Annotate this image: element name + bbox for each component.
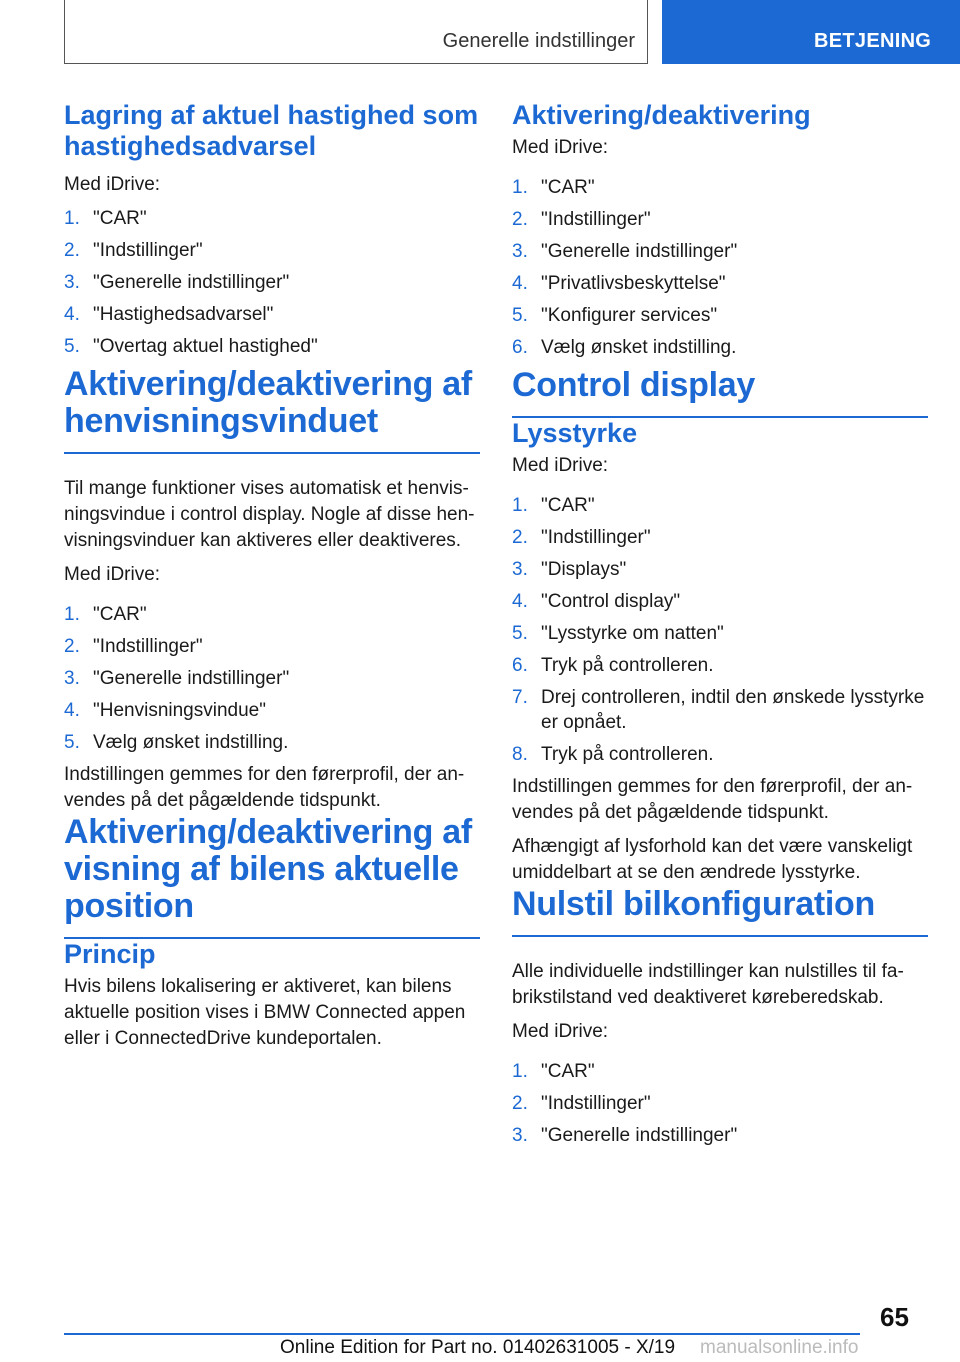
step-number: 5.: [64, 732, 80, 753]
list-item: [64, 666, 480, 691]
step-number: 1.: [512, 495, 528, 516]
step-text: "Indstillinger": [93, 240, 203, 261]
step-number: 3.: [512, 1125, 528, 1146]
body-text: Alle individuelle indstillinger kan nulstilles til fabrikstilstand ved deaktiveret køreberedskab.: [512, 961, 904, 1008]
chapter-header: [64, 0, 648, 64]
intro-text: Med iDrive:: [512, 455, 609, 476]
steps-list: [512, 493, 928, 767]
watermark: manualsonline.info: [700, 1337, 859, 1358]
step-number: 2.: [512, 209, 528, 230]
list-item: [512, 1091, 928, 1116]
step-text: "CAR": [541, 177, 595, 198]
list-item: [512, 239, 928, 264]
list-item: [64, 698, 480, 723]
step-text: "CAR": [541, 1061, 595, 1082]
step-text: "CAR": [93, 604, 147, 625]
heading-hint-window: Aktivering/deaktivering af henvisningsvinduet: [64, 366, 480, 454]
step-text: "Overtag aktuel hastighed": [93, 336, 318, 357]
step-text: "Generelle indstillinger": [541, 241, 738, 262]
step-number: 8.: [512, 744, 528, 765]
section-tab: [662, 0, 960, 64]
intro-text: Med iDrive:: [64, 174, 161, 195]
step-text: "Lysstyrke om natten": [541, 623, 724, 644]
step-text: Drej controlleren, indtil den ønskede lysstyrke er opnået.: [541, 687, 925, 733]
step-number: 5.: [64, 336, 80, 357]
step-number: 2.: [512, 527, 528, 548]
list-item: [512, 525, 928, 550]
list-item: [512, 493, 928, 518]
step-number: 3.: [512, 241, 528, 262]
step-number: 1.: [64, 604, 80, 625]
step-number: 3.: [512, 559, 528, 580]
list-item: [64, 270, 480, 295]
steps-list: [64, 602, 480, 755]
left-column: [64, 100, 480, 1052]
step-number: 3.: [64, 668, 80, 689]
step-text: "Control display": [541, 591, 681, 612]
body-text: Til mange funktioner vises automatisk et henvisningsvindue i control display. Nogle af disse henvisningsvinduer kan aktiveres eller deaktiveres.: [64, 478, 475, 551]
heading-activation: Aktivering/deaktivering: [512, 100, 811, 130]
step-number: 6.: [512, 655, 528, 676]
note-text: Indstillingen gemmes for den førerprofil, der anvendes på det pågældende tidspunkt.: [64, 764, 465, 811]
list-item: [512, 303, 928, 328]
step-text: "Indstillinger": [541, 527, 651, 548]
step-text: "CAR": [93, 208, 147, 229]
list-item: [64, 206, 480, 231]
step-number: 1.: [64, 208, 80, 229]
list-item: [64, 238, 480, 263]
subheading-principle: Princip: [64, 939, 156, 969]
step-number: 1.: [512, 177, 528, 198]
step-text: Tryk på controlleren.: [541, 655, 714, 676]
list-item: [64, 730, 480, 755]
steps-list: [512, 175, 928, 360]
step-number: 3.: [64, 272, 80, 293]
step-text: "Privatlivsbeskyttelse": [541, 273, 726, 294]
step-number: 2.: [64, 636, 80, 657]
step-text: "Indstillinger": [93, 636, 203, 657]
step-number: 2.: [512, 1093, 528, 1114]
footer-divider: [64, 1333, 860, 1335]
heading-vehicle-position: Aktivering/deaktivering af visning af bilens aktuelle position: [64, 814, 480, 939]
intro-text: Med iDrive:: [64, 564, 161, 585]
step-number: 7.: [512, 687, 528, 708]
section-tab-label: BETJENING: [814, 30, 932, 52]
heading-reset-config: Nulstil bilkonfiguration: [512, 886, 928, 937]
note-text: Indstillingen gemmes for den førerprofil, der anvendes på det pågældende tidspunkt.: [512, 776, 913, 823]
step-number: 4.: [64, 304, 80, 325]
step-text: "Hastighedsadvarsel": [93, 304, 274, 325]
step-number: 4.: [512, 591, 528, 612]
list-item: [512, 271, 928, 296]
list-item: [64, 602, 480, 627]
step-text: "Indstillinger": [541, 209, 651, 230]
edition-text: Online Edition for Part no. 01402631005 - X/19: [280, 1337, 676, 1358]
step-text: "Konfigurer services": [541, 305, 718, 326]
list-item: [512, 653, 928, 678]
list-item: [512, 589, 928, 614]
step-text: "Indstillinger": [541, 1093, 651, 1114]
list-item: [512, 335, 928, 360]
step-number: 4.: [64, 700, 80, 721]
heading-speed-warning: Lagring af aktuel hastighed som hastighedsadvarsel: [64, 100, 479, 161]
step-number: 6.: [512, 337, 528, 358]
steps-list: [512, 1059, 928, 1148]
step-number: 5.: [512, 623, 528, 644]
step-number: 1.: [512, 1061, 528, 1082]
right-column: [512, 100, 928, 1155]
list-item: [512, 621, 928, 646]
step-text: "Henvisningsvindue": [93, 700, 266, 721]
list-item: [512, 175, 928, 200]
step-number: 4.: [512, 273, 528, 294]
step-number: 2.: [64, 240, 80, 261]
step-text: Vælg ønsket indstilling.: [541, 337, 737, 358]
list-item: [512, 207, 928, 232]
heading-control-display: Control display: [512, 367, 928, 418]
list-item: [64, 634, 480, 659]
step-text: Vælg ønsket indstilling.: [93, 732, 289, 753]
list-item: [64, 334, 480, 359]
list-item: [512, 1123, 928, 1148]
list-item: [64, 302, 480, 327]
chapter-title: Generelle indstillinger: [442, 30, 635, 52]
list-item: [512, 685, 928, 735]
intro-text: Med iDrive:: [512, 1021, 609, 1042]
step-text: "Generelle indstillinger": [93, 272, 290, 293]
step-text: "CAR": [541, 495, 595, 516]
list-item: [512, 557, 928, 582]
page-number: 65: [880, 1302, 909, 1332]
step-number: 5.: [512, 305, 528, 326]
subheading-brightness: Lysstyrke: [512, 418, 638, 448]
steps-list: [64, 206, 480, 359]
note-text: Afhængigt af lysforhold kan det være vanskeligt umiddelbart at se den ændrede lysstyrke.: [512, 836, 913, 883]
list-item: [512, 1059, 928, 1084]
intro-text: Med iDrive:: [512, 137, 609, 158]
step-text: "Generelle indstillinger": [541, 1125, 738, 1146]
step-text: "Generelle indstillinger": [93, 668, 290, 689]
step-text: "Displays": [541, 559, 627, 580]
body-text: Hvis bilens lokalisering er aktiveret, kan bilens aktuelle position vises i BMW Connected appen eller i ConnectedDrive kundeportalen.: [64, 976, 466, 1049]
step-text: Tryk på controlleren.: [541, 744, 714, 765]
list-item: [512, 742, 928, 767]
